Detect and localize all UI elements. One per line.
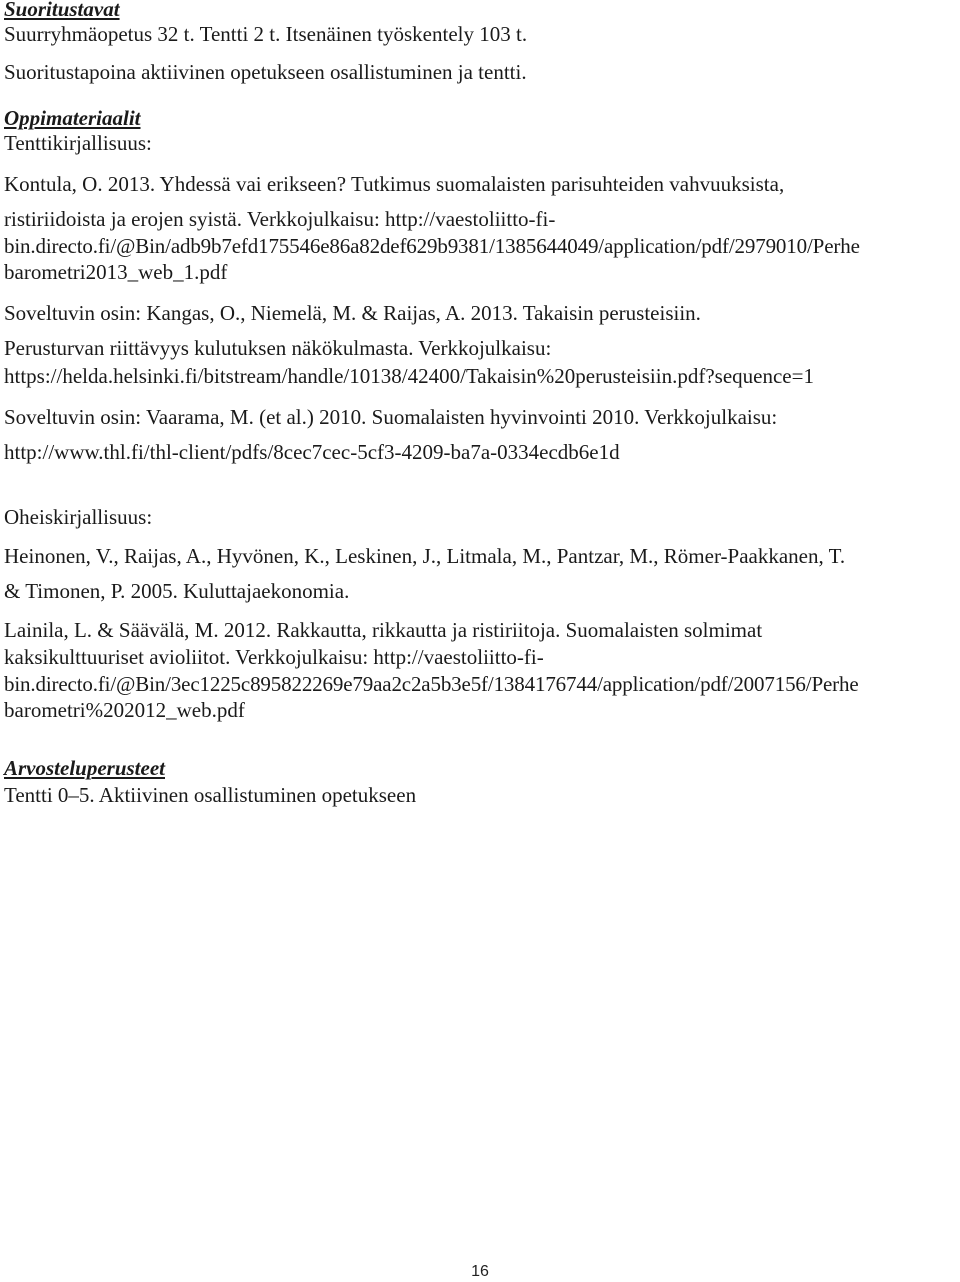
tentti-ref-line-8: Soveltuvin osin: Vaarama, M. (et al.) 2010. Suomalaisten hyvinvointi 2010. Verkkojulkaisu: <box>4 405 778 429</box>
oheis-ref-line-6: barometri%202012_web.pdf <box>4 698 245 722</box>
tentti-ref-line-9: http://www.thl.fi/thl-client/pdfs/8cec7cec-5cf3-4209-ba7a-0334ecdb6e1d <box>4 440 620 464</box>
suoritustavat-line-2: Suoritustapoina aktiivinen opetukseen osallistuminen ja tentti. <box>4 60 527 84</box>
tentti-ref-line-6: Perusturvan riittävyys kulutuksen näkökulmasta. Verkkojulkaisu: <box>4 336 552 360</box>
tentti-ref-line-2: ristiriidoista ja erojen syistä. Verkkojulkaisu: http://vaestoliitto-fi- <box>4 207 556 231</box>
page-number: 16 <box>471 1263 489 1280</box>
oheis-ref-line-3: Lainila, L. & Säävälä, M. 2012. Rakkautta, rikkautta ja ristiriitoja. Suomalaisten solmimat <box>4 618 763 642</box>
suoritustavat-line-1: Suurryhmäopetus 32 t. Tentti 2 t. Itsenäinen työskentely 103 t. <box>4 22 528 46</box>
heading-arvosteluperusteet: Arvosteluperusteet <box>4 756 165 780</box>
oheis-ref-line-5: bin.directo.fi/@Bin/3ec1225c895822269e79aa2c2a5b3e5f/1384176744/application/pdf/2007156/Perhe <box>4 672 859 696</box>
heading-oppimateriaalit: Oppimateriaalit <box>4 106 141 130</box>
oheis-ref-line-4: kaksikulttuuriset avioliitot. Verkkojulkaisu: http://vaestoliitto-fi- <box>4 645 544 669</box>
oheis-ref-line-2: & Timonen, P. 2005. Kuluttajaekonomia. <box>4 579 350 603</box>
tentti-ref-line-3: bin.directo.fi/@Bin/adb9b7efd175546e86a82def629b9381/1385644049/application/pdf/2979010/Perhe <box>4 234 860 258</box>
tentti-ref-line-7: https://helda.helsinki.fi/bitstream/handle/10138/42400/Takaisin%20perusteisiin.pdf?sequence=1 <box>4 364 814 388</box>
oheiskirjallisuus-label: Oheiskirjallisuus: <box>4 505 153 529</box>
oheis-ref-line-1: Heinonen, V., Raijas, A., Hyvönen, K., Leskinen, J., Litmala, M., Pantzar, M., Römer-Paakkanen, T. <box>4 544 846 568</box>
tentti-ref-line-4: barometri2013_web_1.pdf <box>4 260 228 284</box>
tentti-ref-line-1: Kontula, O. 2013. Yhdessä vai erikseen? Tutkimus suomalaisten parisuhteiden vahvuuksista, <box>4 172 785 196</box>
heading-suoritustavat: Suoritustavat <box>4 0 120 21</box>
tenttikirjallisuus-label: Tenttikirjallisuus: <box>4 131 152 155</box>
arvosteluperusteet-line-1: Tentti 0–5. Aktiivinen osallistuminen opetukseen <box>4 783 417 807</box>
tentti-ref-line-5: Soveltuvin osin: Kangas, O., Niemelä, M. & Raijas, A. 2013. Takaisin perusteisiin. <box>4 301 701 325</box>
